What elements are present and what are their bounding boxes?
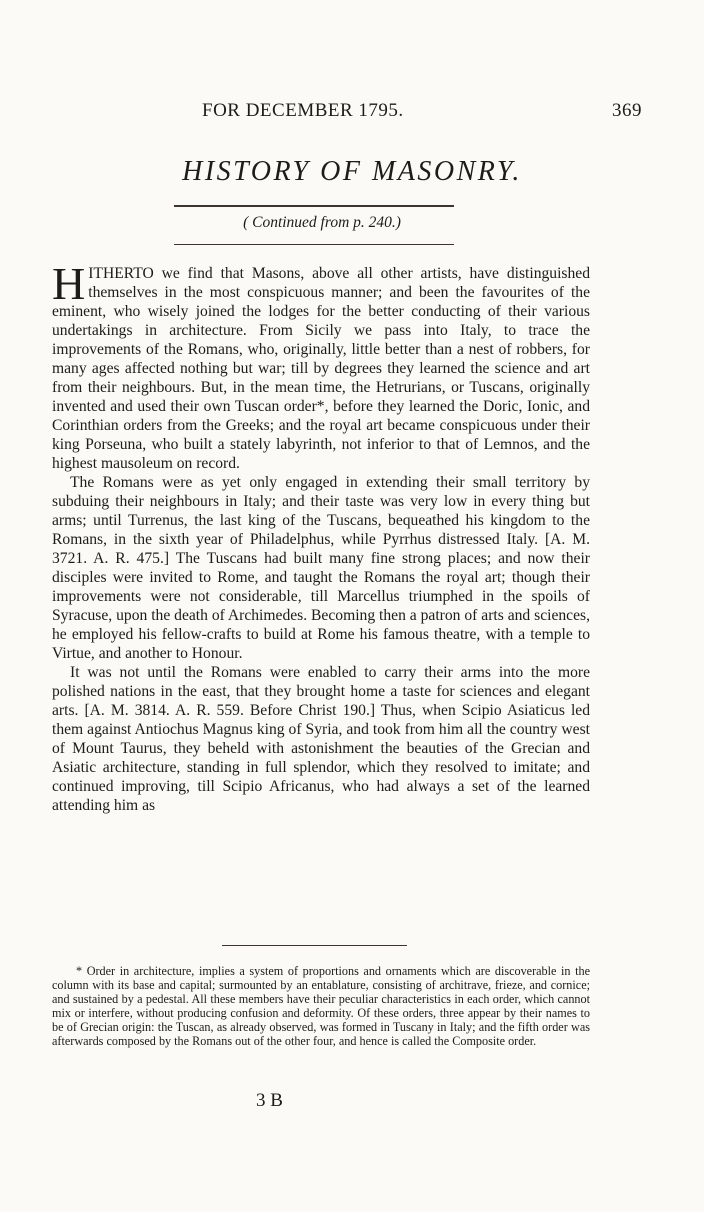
footnote-text: * Order in architecture, implies a system of proportions and ornaments which are discoverable in the column with its base and capital; surmounted by an entablature, consisting of architrave, frieze, and cornice; and sustained by a pedestal. All these members have their peculiar characteristics in each order, which cannot mix or interfere, without producing confusion and deformity. Of these orders, three appear by their names to be of Grecian origin: the Tuscan, as already observed, was formed in Tuscany in Italy; and the fifth order was afterwards composed by the Romans out of the other four, and hence is called the Composite order.: [52, 964, 590, 1048]
running-title: FOR DECEMBER 1795.: [202, 100, 404, 121]
paragraph-1: [52, 258, 590, 473]
title-rule-top: [174, 205, 454, 207]
continued-note: ( Continued from p. 240.): [243, 214, 401, 231]
paragraph-1-text: ITHERTO we find that Masons, above all other artists, have distinguished themselves in the most conspicuous manner; and been the favourites of the eminent, who wisely joined the lodges for the better conducting of their various undertakings in architecture. From Sicily we pass into Italy, to trace the improvements of the Romans, who, originally, little better than a nest of robbers, for many ages affected nothing but war; till by degrees they learned the science and art from their neighbours. But, in the mean time, the Hetrurians, or Tuscans, originally invented and used their own Tuscan order*, before they learned the Doric, Ionic, and Corinthian orders from the Greeks; and the royal art became conspicuous under their king Porseuna, who built a stately labyrinth, not inferior to that of Lemnos, and the highest mausoleum on record.: [52, 265, 590, 472]
article-title: HISTORY OF MASONRY.: [182, 156, 522, 187]
book-page: [52, 0, 652, 1212]
paragraph-3: It was not until the Romans were enabled to carry their arms into the more polished nations in the east, that they brought home a taste for sciences and elegant arts. [A. M. 3814. A. R. 559. Before Christ 190.] Thus, when Scipio Asiaticus led them against Antiochus Magnus king of Syria, and took from him all the country west of Mount Taurus, they beheld with astonishment the beauties of the Grecian and Asiatic architecture, standing in full splendor, which they resolved to imitate; and continued improving, till Scipio Africanus, who had always a set of the learned attending him as: [52, 664, 590, 814]
paragraph-2: The Romans were as yet only engaged in extending their small territory by subduing their neighbours in Italy; and their taste was very low in every thing but arms; until Turrenus, the last king of the Tuscans, bequeathed his kingdom to the Romans, in the sixth year of Philadelphus, while Pyrrhus distressed Italy. [A. M. 3721. A. R. 475.] The Tuscans had built many fine strong places; and now their disciples were invited to Rome, and taught the Romans the royal art; though their improvements were not considerable, till Marcellus triumphed in the spoils of Syracuse, upon the death of Archimedes. Becoming then a patron of arts and sciences, he employed his fellow-crafts to build at Rome his famous theatre, with a temple to Virtue, and another to Honour.: [52, 474, 590, 662]
drop-cap: H: [52, 258, 86, 309]
footnote: [52, 964, 590, 1048]
article-body: [52, 258, 590, 815]
footnote-rule: [222, 945, 407, 946]
title-rule-bottom: [174, 244, 454, 245]
signature-mark: 3 B: [256, 1090, 283, 1111]
page-number: 369: [612, 100, 642, 121]
page-header: [52, 100, 652, 130]
